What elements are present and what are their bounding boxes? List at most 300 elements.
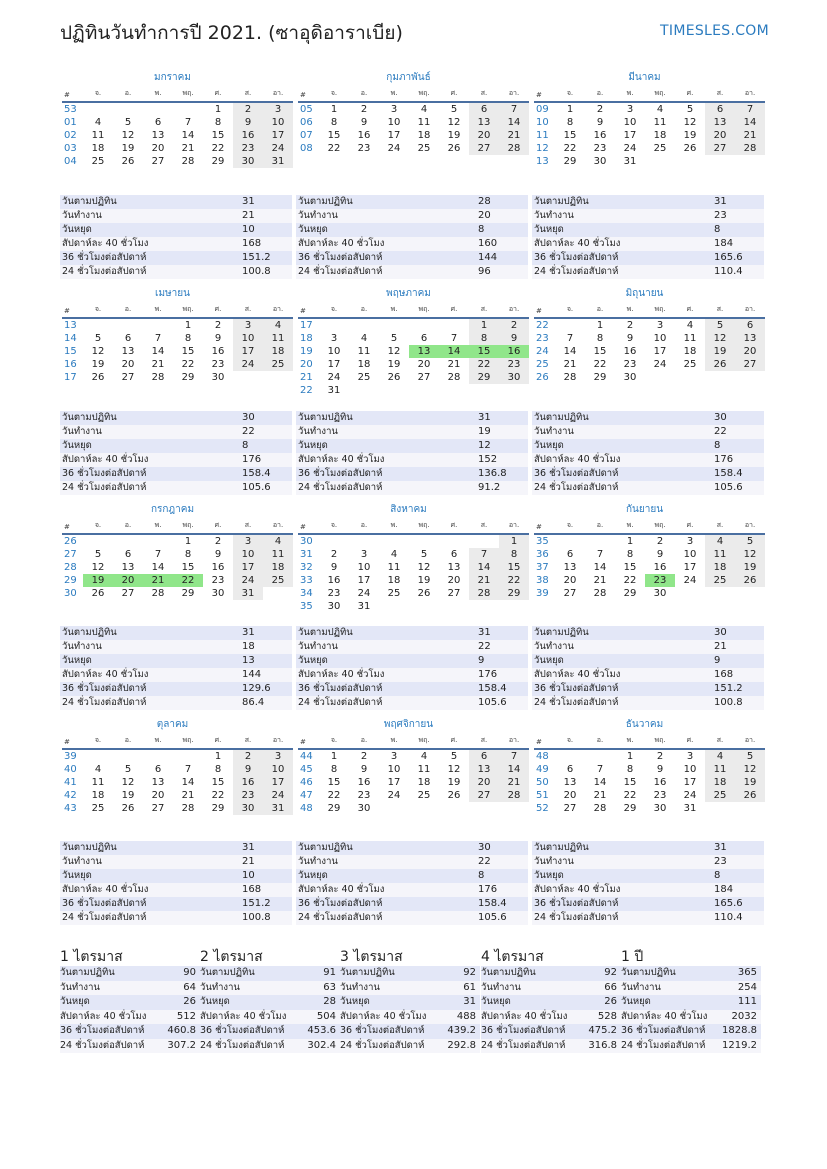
day-cell[interactable]: 31 [357,601,371,612]
day-cell[interactable]: 1 [596,320,604,331]
day-cell[interactable]: 1 [626,751,634,762]
weekend-day[interactable]: 13 [735,332,765,345]
day-cell[interactable]: 11 [417,117,431,128]
day-cell[interactable]: 3 [626,104,634,115]
day-cell[interactable]: 3 [686,536,694,547]
day-cell[interactable]: 21 [563,359,577,370]
day-cell[interactable]: 28 [593,803,607,814]
day-cell[interactable]: 16 [653,562,667,573]
weekend-day[interactable]: 11 [705,548,735,561]
weekend-day[interactable]: 21 [735,129,765,142]
day-cell[interactable]: 4 [94,764,102,775]
day-cell[interactable]: 7 [450,333,458,344]
day-cell[interactable]: 11 [417,764,431,775]
day-cell[interactable]: 24 [683,790,697,801]
weekend-day[interactable]: 11 [263,548,293,561]
weekend-day[interactable]: 5 [705,318,735,332]
day-cell[interactable]: 8 [214,117,222,128]
weekend-day[interactable]: 17 [263,776,293,789]
weekend-day[interactable]: 31 [263,802,293,815]
weekend-day[interactable]: 31 [263,155,293,168]
day-cell[interactable]: 14 [593,777,607,788]
day-cell[interactable]: 25 [91,803,105,814]
day-cell[interactable]: 26 [387,372,401,383]
day-cell[interactable]: 2 [214,320,222,331]
day-cell[interactable]: 11 [653,117,667,128]
day-cell[interactable]: 25 [387,588,401,599]
weekend-day[interactable]: 14 [735,116,765,129]
day-cell[interactable]: 9 [330,562,338,573]
day-cell[interactable]: 11 [91,130,105,141]
day-cell[interactable]: 25 [91,156,105,167]
day-cell[interactable]: 29 [181,588,195,599]
day-cell[interactable]: 25 [683,359,697,370]
weekend-day[interactable]: 26 [735,789,765,802]
day-cell[interactable]: 10 [623,117,637,128]
day-cell[interactable]: 11 [387,562,401,573]
weekend-day[interactable]: 24 [233,574,263,587]
day-cell[interactable]: 8 [214,764,222,775]
day-cell[interactable]: 26 [683,143,697,154]
weekend-day[interactable]: 4 [705,534,735,548]
day-cell[interactable]: 26 [121,803,135,814]
day-cell[interactable]: 10 [683,764,697,775]
day-cell[interactable]: 19 [121,143,135,154]
day-cell[interactable]: 8 [184,333,192,344]
day-cell[interactable]: 13 [563,777,577,788]
weekend-day[interactable]: 7 [735,102,765,116]
day-cell[interactable]: 3 [390,751,398,762]
day-cell[interactable]: 6 [124,333,132,344]
weekend-day[interactable]: 1 [469,318,499,332]
weekend-day[interactable]: 4 [263,534,293,548]
weekend-day[interactable]: 29 [499,587,529,600]
day-cell[interactable]: 22 [593,359,607,370]
day-cell[interactable]: 16 [327,575,341,586]
weekend-day[interactable]: 7 [469,548,499,561]
day-cell[interactable]: 17 [357,575,371,586]
weekend-day[interactable]: 17 [233,561,263,574]
day-cell[interactable]: 23 [327,588,341,599]
day-cell[interactable]: 3 [390,104,398,115]
day-cell[interactable]: 28 [151,588,165,599]
day-cell[interactable]: 30 [211,588,225,599]
day-cell[interactable]: 12 [447,117,461,128]
day-cell[interactable]: 2 [360,104,368,115]
day-cell[interactable]: 16 [623,346,637,357]
day-cell[interactable]: 15 [327,777,341,788]
weekend-day[interactable]: 9 [233,763,263,776]
weekend-day[interactable]: 7 [499,749,529,763]
day-cell[interactable]: 1 [184,536,192,547]
day-cell[interactable]: 20 [121,359,135,370]
day-cell[interactable]: 18 [683,346,697,357]
weekend-day[interactable]: 23 [499,358,529,371]
day-cell[interactable]: 9 [656,549,664,560]
day-cell[interactable]: 17 [327,359,341,370]
day-cell[interactable]: 31 [623,156,637,167]
day-cell[interactable]: 20 [417,359,431,370]
day-cell[interactable]: 4 [420,751,428,762]
weekend-day[interactable]: 22 [499,574,529,587]
weekend-day[interactable]: 6 [735,318,765,332]
day-cell[interactable]: 18 [387,575,401,586]
day-cell[interactable]: 14 [181,130,195,141]
day-cell[interactable]: 15 [327,130,341,141]
day-cell[interactable]: 1 [330,751,338,762]
weekend-day[interactable]: 18 [705,561,735,574]
weekend-day[interactable]: 20 [469,129,499,142]
day-cell[interactable]: 6 [566,549,574,560]
day-cell[interactable]: 30 [653,803,667,814]
day-cell[interactable]: 14 [563,346,577,357]
day-cell[interactable]: 6 [154,117,162,128]
day-cell[interactable]: 4 [94,117,102,128]
day-cell[interactable]: 11 [91,777,105,788]
weekend-day[interactable]: 20 [705,129,735,142]
day-cell[interactable]: 20 [447,575,461,586]
weekend-day[interactable]: 1 [499,534,529,548]
day-cell[interactable]: 30 [357,803,371,814]
day-cell[interactable]: 29 [563,156,577,167]
day-cell[interactable]: 26 [447,143,461,154]
weekend-day[interactable]: 25 [705,574,735,587]
day-cell[interactable]: 6 [154,764,162,775]
weekend-day[interactable]: 19 [735,561,765,574]
day-cell[interactable]: 15 [623,562,637,573]
day-cell[interactable]: 5 [94,549,102,560]
weekend-day[interactable]: 6 [469,102,499,116]
day-cell[interactable]: 27 [563,803,577,814]
day-cell[interactable]: 28 [151,372,165,383]
day-cell[interactable]: 21 [447,359,461,370]
weekend-day[interactable]: 27 [469,142,499,155]
day-cell[interactable]: 17 [653,346,667,357]
day-cell[interactable]: 23 [357,143,371,154]
weekend-day[interactable]: 3 [263,102,293,116]
weekend-day[interactable]: 12 [705,332,735,345]
weekend-day[interactable]: 8 [499,548,529,561]
day-cell[interactable]: 14 [151,562,165,573]
day-cell[interactable]: 5 [450,104,458,115]
day-cell[interactable]: 23 [653,790,667,801]
day-cell[interactable]: 25 [357,372,371,383]
weekend-day[interactable]: 14 [499,116,529,129]
day-cell[interactable]: 12 [447,764,461,775]
day-cell[interactable]: 8 [626,549,634,560]
day-cell[interactable]: 29 [181,372,195,383]
day-cell[interactable]: 8 [184,549,192,560]
weekend-day[interactable]: 13 [469,763,499,776]
day-cell[interactable]: 16 [211,562,225,573]
day-cell[interactable]: 5 [124,764,132,775]
day-cell[interactable]: 12 [387,346,401,357]
weekend-day[interactable]: 13 [705,116,735,129]
weekend-day[interactable]: 29 [469,371,499,384]
weekend-day[interactable]: 28 [735,142,765,155]
day-cell[interactable]: 12 [121,130,135,141]
weekend-day[interactable]: 10 [233,548,263,561]
day-cell[interactable]: 22 [327,143,341,154]
day-cell[interactable]: 19 [387,359,401,370]
day-cell[interactable]: 22 [327,790,341,801]
weekend-day[interactable]: 6 [705,102,735,116]
weekend-day[interactable]: 18 [263,345,293,358]
day-cell[interactable]: 26 [91,588,105,599]
day-cell[interactable]: 7 [184,764,192,775]
day-cell[interactable]: 10 [357,562,371,573]
day-cell[interactable]: 14 [151,346,165,357]
day-cell[interactable]: 25 [417,143,431,154]
weekend-day[interactable]: 21 [499,129,529,142]
weekend-day[interactable]: 24 [263,789,293,802]
weekend-day[interactable]: 18 [705,776,735,789]
weekend-day[interactable]: 2 [233,102,263,116]
day-cell[interactable]: 28 [181,803,195,814]
day-cell[interactable]: 5 [390,333,398,344]
day-cell[interactable]: 1 [214,104,222,115]
day-cell[interactable]: 30 [653,588,667,599]
day-cell[interactable]: 13 [563,562,577,573]
weekend-day[interactable]: 21 [469,574,499,587]
day-cell[interactable]: 21 [181,143,195,154]
day-cell[interactable]: 27 [563,588,577,599]
day-cell[interactable]: 21 [593,575,607,586]
weekend-day[interactable]: 4 [263,318,293,332]
day-cell[interactable]: 2 [330,549,338,560]
day-cell[interactable]: 2 [626,320,634,331]
day-cell[interactable]: 16 [653,777,667,788]
day-cell[interactable]: 17 [683,562,697,573]
weekend-day[interactable]: 21 [499,776,529,789]
day-cell[interactable]: 9 [596,117,604,128]
day-cell[interactable]: 27 [417,372,431,383]
weekend-day[interactable]: 12 [735,763,765,776]
day-cell[interactable]: 27 [121,588,135,599]
day-cell[interactable]: 14 [593,562,607,573]
day-cell[interactable]: 24 [327,372,341,383]
weekend-day[interactable]: 5 [735,534,765,548]
day-cell[interactable]: 30 [211,372,225,383]
day-cell[interactable]: 23 [593,143,607,154]
holiday-day[interactable]: 21 [143,574,173,587]
holiday-day[interactable]: 14 [439,345,469,358]
day-cell[interactable]: 13 [151,777,165,788]
day-cell[interactable]: 10 [327,346,341,357]
weekend-day[interactable]: 17 [263,129,293,142]
day-cell[interactable]: 20 [563,790,577,801]
weekend-day[interactable]: 23 [233,789,263,802]
day-cell[interactable]: 24 [387,143,401,154]
weekend-day[interactable]: 16 [233,776,263,789]
weekend-day[interactable]: 5 [735,749,765,763]
day-cell[interactable]: 10 [387,764,401,775]
day-cell[interactable]: 4 [656,104,664,115]
weekend-day[interactable]: 3 [233,534,263,548]
day-cell[interactable]: 21 [151,359,165,370]
day-cell[interactable]: 20 [563,575,577,586]
weekend-day[interactable]: 28 [499,142,529,155]
day-cell[interactable]: 24 [357,588,371,599]
day-cell[interactable]: 3 [686,751,694,762]
day-cell[interactable]: 25 [653,143,667,154]
day-cell[interactable]: 15 [211,130,225,141]
weekend-day[interactable]: 10 [263,763,293,776]
day-cell[interactable]: 7 [184,117,192,128]
day-cell[interactable]: 1 [184,320,192,331]
day-cell[interactable]: 15 [563,130,577,141]
day-cell[interactable]: 29 [593,372,607,383]
day-cell[interactable]: 19 [417,575,431,586]
day-cell[interactable]: 15 [181,346,195,357]
day-cell[interactable]: 11 [357,346,371,357]
day-cell[interactable]: 3 [330,333,338,344]
day-cell[interactable]: 18 [417,777,431,788]
day-cell[interactable]: 29 [623,588,637,599]
day-cell[interactable]: 7 [154,549,162,560]
weekend-day[interactable]: 8 [469,332,499,345]
day-cell[interactable]: 2 [360,751,368,762]
holiday-day[interactable]: 20 [113,574,143,587]
day-cell[interactable]: 27 [121,372,135,383]
weekend-day[interactable]: 25 [263,574,293,587]
day-cell[interactable]: 22 [623,575,637,586]
day-cell[interactable]: 18 [91,790,105,801]
day-cell[interactable]: 8 [626,764,634,775]
day-cell[interactable]: 24 [683,575,697,586]
day-cell[interactable]: 5 [94,333,102,344]
day-cell[interactable]: 8 [596,333,604,344]
weekend-day[interactable]: 6 [469,749,499,763]
day-cell[interactable]: 22 [211,790,225,801]
weekend-day[interactable]: 11 [263,332,293,345]
day-cell[interactable]: 26 [447,790,461,801]
holiday-day[interactable]: 19 [83,574,113,587]
day-cell[interactable]: 15 [623,777,637,788]
weekend-day[interactable]: 18 [263,561,293,574]
day-cell[interactable]: 18 [91,143,105,154]
day-cell[interactable]: 28 [593,588,607,599]
day-cell[interactable]: 17 [387,777,401,788]
day-cell[interactable]: 1 [214,751,222,762]
weekend-day[interactable]: 2 [499,318,529,332]
day-cell[interactable]: 23 [623,359,637,370]
day-cell[interactable]: 1 [330,104,338,115]
day-cell[interactable]: 23 [211,359,225,370]
day-cell[interactable]: 19 [683,130,697,141]
weekend-day[interactable]: 3 [263,749,293,763]
weekend-day[interactable]: 26 [735,574,765,587]
day-cell[interactable]: 22 [211,143,225,154]
weekend-day[interactable]: 24 [263,142,293,155]
day-cell[interactable]: 17 [623,130,637,141]
day-cell[interactable]: 28 [563,372,577,383]
weekend-day[interactable]: 9 [499,332,529,345]
day-cell[interactable]: 16 [211,346,225,357]
day-cell[interactable]: 19 [121,790,135,801]
weekend-day[interactable]: 3 [233,318,263,332]
day-cell[interactable]: 26 [417,588,431,599]
weekend-day[interactable]: 16 [233,129,263,142]
holiday-day[interactable]: 16 [499,345,529,358]
day-cell[interactable]: 4 [360,333,368,344]
day-cell[interactable]: 8 [330,764,338,775]
day-cell[interactable]: 10 [653,333,667,344]
day-cell[interactable]: 29 [211,156,225,167]
day-cell[interactable]: 15 [211,777,225,788]
weekend-day[interactable]: 17 [233,345,263,358]
day-cell[interactable]: 9 [626,333,634,344]
day-cell[interactable]: 30 [593,156,607,167]
weekend-day[interactable]: 20 [469,776,499,789]
day-cell[interactable]: 22 [181,359,195,370]
holiday-day[interactable]: 15 [469,345,499,358]
day-cell[interactable]: 10 [683,549,697,560]
weekend-day[interactable]: 28 [469,587,499,600]
day-cell[interactable]: 16 [357,777,371,788]
day-cell[interactable]: 25 [417,790,431,801]
day-cell[interactable]: 9 [360,764,368,775]
day-cell[interactable]: 9 [360,117,368,128]
day-cell[interactable]: 29 [327,803,341,814]
day-cell[interactable]: 13 [121,346,135,357]
weekend-day[interactable]: 27 [735,358,765,371]
day-cell[interactable]: 8 [566,117,574,128]
day-cell[interactable]: 27 [151,156,165,167]
day-cell[interactable]: 5 [686,104,694,115]
day-cell[interactable]: 17 [683,777,697,788]
day-cell[interactable]: 18 [653,130,667,141]
day-cell[interactable]: 18 [357,359,371,370]
weekend-day[interactable]: 10 [263,116,293,129]
day-cell[interactable]: 4 [686,320,694,331]
weekend-day[interactable]: 31 [233,587,263,600]
day-cell[interactable]: 13 [447,562,461,573]
day-cell[interactable]: 26 [121,156,135,167]
weekend-day[interactable]: 30 [233,802,263,815]
day-cell[interactable]: 21 [181,790,195,801]
weekend-day[interactable]: 14 [499,763,529,776]
holiday-day[interactable]: 13 [409,345,439,358]
weekend-day[interactable]: 26 [705,358,735,371]
weekend-day[interactable]: 25 [263,358,293,371]
day-cell[interactable]: 2 [656,751,664,762]
day-cell[interactable]: 4 [390,549,398,560]
day-cell[interactable]: 30 [623,372,637,383]
weekend-day[interactable]: 28 [499,789,529,802]
day-cell[interactable]: 27 [447,588,461,599]
day-cell[interactable]: 27 [151,803,165,814]
weekend-day[interactable]: 11 [705,763,735,776]
day-cell[interactable]: 12 [417,562,431,573]
day-cell[interactable]: 22 [623,790,637,801]
weekend-day[interactable]: 13 [469,116,499,129]
day-cell[interactable]: 19 [447,777,461,788]
weekend-day[interactable]: 14 [469,561,499,574]
weekend-day[interactable]: 9 [233,116,263,129]
day-cell[interactable]: 18 [417,130,431,141]
day-cell[interactable]: 2 [596,104,604,115]
weekend-day[interactable]: 2 [233,749,263,763]
day-cell[interactable]: 10 [387,117,401,128]
day-cell[interactable]: 28 [181,156,195,167]
day-cell[interactable]: 6 [124,549,132,560]
day-cell[interactable]: 28 [447,372,461,383]
day-cell[interactable]: 2 [214,536,222,547]
day-cell[interactable]: 3 [360,549,368,560]
day-cell[interactable]: 12 [683,117,697,128]
day-cell[interactable]: 7 [596,764,604,775]
